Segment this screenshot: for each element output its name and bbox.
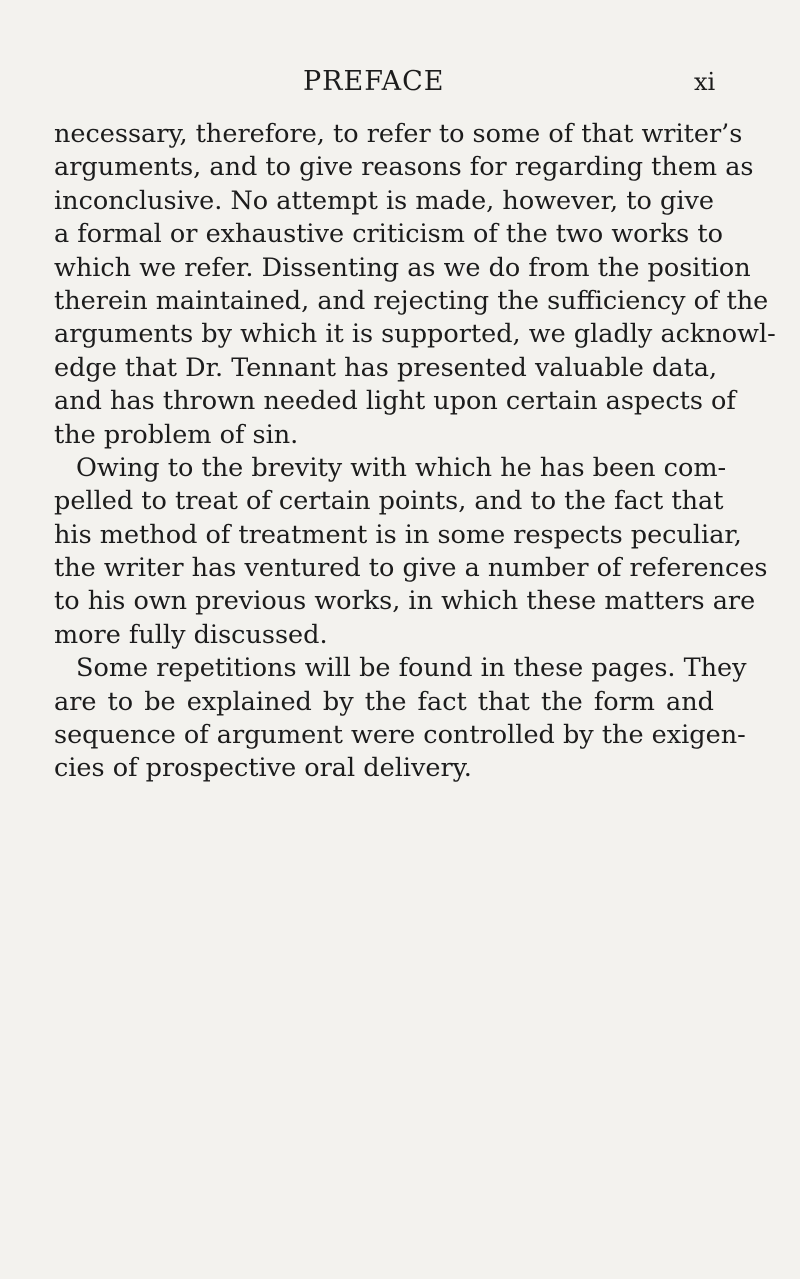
- text-line: Owing to the brevity with which he has been com-: [76, 452, 727, 483]
- text-line: his method of treatment is in some respects peculiar,: [54, 519, 742, 550]
- text-line: a formal or exhaustive criticism of the two works to: [54, 219, 723, 250]
- text-line: more fully discussed.: [54, 619, 328, 650]
- text-line: the problem of sin.: [54, 419, 299, 450]
- text-line: are to be explained by the fact that the form and: [54, 686, 714, 717]
- text-line: which we refer. Dissenting as we do from the position: [54, 252, 751, 283]
- text-line: necessary, therefore, to refer to some of that writer’s: [54, 119, 743, 149]
- page-number: xi: [694, 68, 716, 96]
- text-line: Some repetitions will be found in these pages. They: [76, 653, 747, 684]
- text-line: edge that Dr. Tennant has presented valuable data,: [54, 352, 718, 383]
- text-line: to his own previous works, in which these matters are: [54, 586, 756, 617]
- text-line: sequence of argument were controlled by the exigen-: [54, 720, 746, 751]
- text-line: inconclusive. No attempt is made, however, to give: [54, 185, 714, 216]
- body-text: [54, 118, 776, 786]
- text-line: the writer has ventured to give a number of references: [54, 553, 768, 584]
- text-line: therein maintained, and rejecting the sufficiency of the: [54, 285, 769, 316]
- text-line: and has thrown needed light upon certain aspects of: [54, 386, 736, 417]
- text-line: pelled to treat of certain points, and to the fact that: [54, 486, 724, 517]
- text-line: arguments, and to give reasons for regarding them as: [54, 152, 754, 183]
- running-head: [0, 62, 800, 102]
- text-line: cies of prospective oral delivery.: [54, 753, 472, 784]
- running-title: PREFACE: [303, 66, 445, 97]
- text-line: arguments by which it is supported, we gladly acknowl-: [54, 319, 776, 350]
